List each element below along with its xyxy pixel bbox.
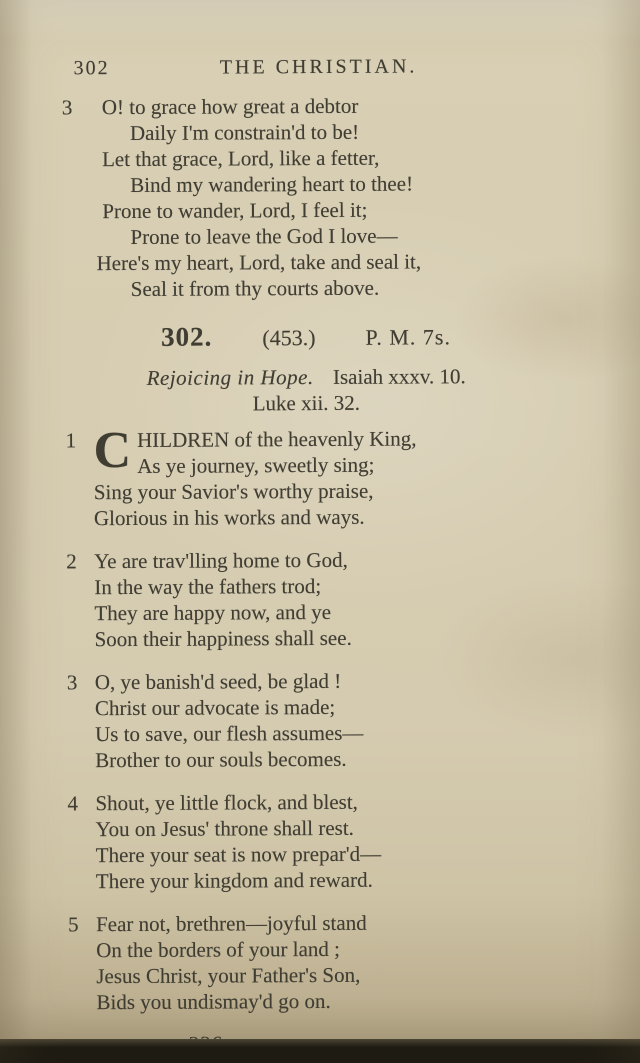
- hymn-heading: [63, 320, 549, 354]
- subtitle-line-1: [63, 363, 549, 392]
- scripture-ref-2: Luke xii. 32.: [252, 390, 361, 416]
- verse-line: Seal it from thy courts above.: [130, 275, 380, 301]
- verse-number: 3: [61, 95, 73, 120]
- hymn-meter: P. M. 7s.: [365, 324, 451, 350]
- verse-line: Shout, ye little flock, and blest,: [95, 789, 358, 816]
- hymn-verse: [66, 909, 553, 1016]
- verse-number: 1: [65, 428, 77, 453]
- hymn-verse: [64, 546, 551, 653]
- continued-verse: [62, 92, 549, 303]
- verse-line: Here's my heart, Lord, take and seal it,: [96, 249, 422, 276]
- verse-line: There your kingdom and reward.: [95, 867, 373, 894]
- header-title: THE CHRISTIAN.: [219, 55, 418, 79]
- verse-line: Us to save, our flesh assumes—: [95, 720, 364, 747]
- hymn-subtitle: [63, 363, 549, 418]
- header-page-number: 302: [73, 57, 110, 80]
- verse-line: They are happy now, and ye: [94, 599, 332, 626]
- dropcap-letter: C: [93, 421, 132, 480]
- verse-line: Glorious in his works and ways.: [93, 504, 365, 531]
- scan-bottom-edge: [0, 1039, 640, 1063]
- verse-number: 2: [66, 549, 77, 574]
- verse-line: On the borders of your land ;: [96, 936, 341, 963]
- verse-line: There your seat is now prepar'd—: [95, 841, 382, 868]
- verse-line: Prone to leave the God I love—: [130, 223, 398, 249]
- hymn-title: Rejoicing in Hope.: [146, 365, 314, 390]
- verse-line: In the way the fathers trod;: [94, 573, 322, 600]
- verse-line: Let that grace, Lord, like a fetter,: [102, 145, 380, 172]
- verse-number: 5: [68, 912, 79, 937]
- running-head: [62, 55, 548, 81]
- verse-line: You on Jesus' throne shall rest.: [95, 815, 354, 842]
- verse-line: Brother to our souls becomes.: [95, 746, 347, 773]
- verse-number: 3: [66, 670, 78, 695]
- verse-line: Jesus Christ, your Father's Son,: [96, 962, 361, 989]
- hymn-verse: [63, 421, 550, 532]
- verse-line: Sing your Savior's worthy praise,: [93, 478, 374, 505]
- header-spacer: [403, 72, 547, 73]
- hymn-verse: [65, 667, 552, 774]
- hymn-verse: [65, 788, 552, 895]
- verse-line: Bids you undismay'd go on.: [96, 988, 331, 1015]
- verse-number: 4: [67, 791, 79, 816]
- hymn-alt-number: (453.): [262, 325, 316, 351]
- verse-line: O! to grace how great a debtor: [101, 93, 359, 120]
- verse-line: HILDREN of the heavenly King,: [137, 426, 417, 452]
- verse-line: Prone to wander, Lord, I feel it;: [102, 197, 368, 224]
- verse-line: O, ye banish'd seed, be glad !: [94, 668, 342, 695]
- verse-line: Fear not, brethren—joyful stand: [96, 910, 367, 937]
- verse-line: Ye are trav'lling home to God,: [94, 547, 348, 574]
- verse-line: Bind my wandering heart to thee!: [130, 171, 414, 197]
- hymn-number: 302.: [160, 321, 213, 352]
- verse-line: Christ our advocate is made;: [94, 694, 336, 721]
- verse-line: As ye journey, sweetly sing;: [137, 452, 375, 478]
- hymn-verses: [63, 421, 552, 1016]
- verse-line: Soon their happiness shall see.: [94, 625, 352, 652]
- scripture-ref-1: Isaiah xxxv. 10.: [332, 364, 466, 389]
- subtitle-line-2: [63, 389, 549, 418]
- verse-line: Daily I'm constrain'd to be!: [129, 119, 360, 145]
